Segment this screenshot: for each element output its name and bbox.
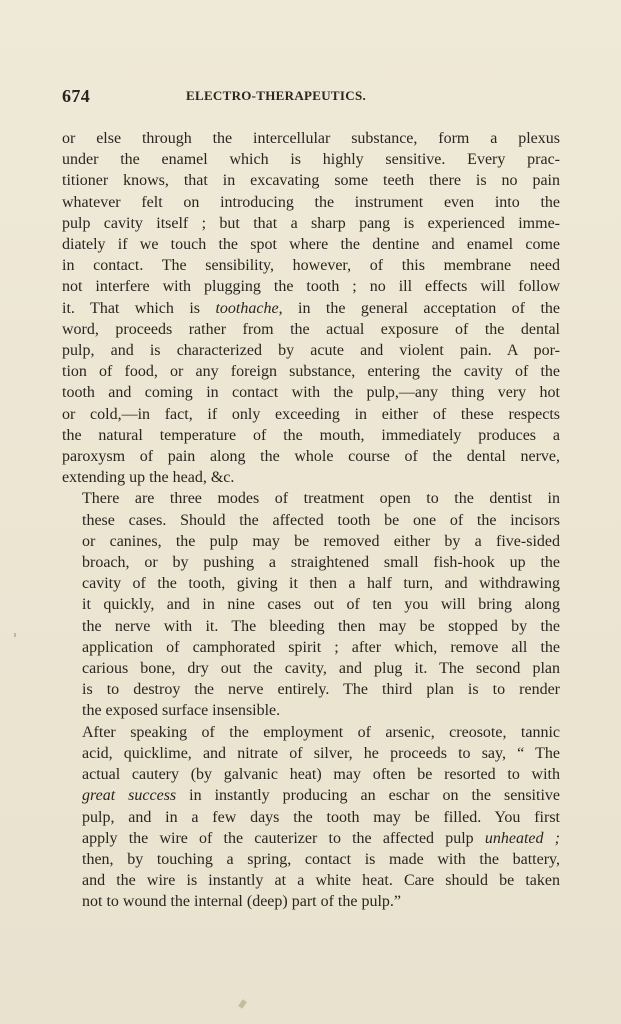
text-run: in instantly producing an eschar on the sensitive bbox=[176, 787, 560, 805]
running-title: ELECTRO-THERAPEUTICS. bbox=[186, 88, 367, 103]
text-line: under the enamel which is highly sensitive. Every prac- bbox=[62, 151, 560, 169]
margin-mark bbox=[14, 633, 16, 637]
text-line: paroxysm of pain along the whole course of the dental nerve, bbox=[62, 448, 560, 466]
text-line: broach, or by pushing a straightened small fish-hook up the bbox=[82, 554, 560, 572]
text-line: not to wound the internal (deep) part of the pulp.” bbox=[82, 893, 402, 911]
text-line: not interfere with plugging the tooth ; no ill effects will follow bbox=[62, 278, 560, 296]
page-number: 674 bbox=[62, 86, 91, 106]
italic-phrase: unheated ; bbox=[484, 829, 560, 847]
text-line: whatever felt on introducing the instrument even into the bbox=[62, 193, 560, 211]
text-line: pulp cavity itself ; but that a sharp pang is experienced imme- bbox=[62, 214, 560, 232]
text-run: , in the general acceptation of the bbox=[278, 299, 560, 317]
text-line: in contact. The sensibility, however, of this membrane need bbox=[62, 257, 560, 275]
paragraph-3 bbox=[62, 722, 560, 913]
italic-phrase: great success bbox=[82, 787, 177, 805]
text-line: the nerve with it. The bleeding then may be stopped by the bbox=[82, 617, 560, 635]
text-line: is to destroy the nerve entirely. The third plan is to render bbox=[82, 681, 560, 699]
text-run: it. That which is bbox=[62, 299, 216, 317]
paragraph-1 bbox=[62, 128, 560, 488]
text-line bbox=[62, 828, 560, 849]
text-line: it quickly, and in nine cases out of ten you will bring along bbox=[82, 596, 560, 614]
text-line: extending up the head, &c. bbox=[62, 469, 235, 487]
text-line: acid, quicklime, and nitrate of silver, he proceeds to say, “ The bbox=[82, 744, 560, 762]
text-line: cavity of the tooth, giving it then a half turn, and withdrawing bbox=[82, 575, 560, 593]
text-line: the exposed surface insensible. bbox=[82, 702, 281, 720]
paragraph-2 bbox=[62, 488, 560, 721]
text-line bbox=[62, 298, 560, 319]
text-line: There are three modes of treatment open to the dentist in bbox=[82, 490, 560, 508]
text-line: and the wire is instantly at a white heat. Care should be taken bbox=[82, 872, 560, 890]
text-line: tion of food, or any foreign substance, entering the cavity of the bbox=[62, 363, 560, 381]
text-run: apply the wire of the cauterizer to the affected pulp bbox=[82, 829, 485, 847]
text-line: pulp, and is characterized by acute and violent pain. A por- bbox=[62, 342, 560, 360]
text-line: pulp, and in a few days the tooth may be filled. You first bbox=[82, 808, 560, 826]
text-line: or cold,—in fact, if only exceeding in either of these respects bbox=[62, 405, 560, 423]
text-line: word, proceeds rather from the actual exposure of the dental bbox=[62, 320, 560, 338]
running-header bbox=[62, 86, 560, 110]
text-line: these cases. Should the affected tooth be one of the incisors bbox=[82, 511, 560, 529]
text-line: titioner knows, that in excavating some teeth there is no pain bbox=[62, 172, 560, 190]
body-text bbox=[62, 128, 560, 913]
page-blemish bbox=[238, 999, 247, 1008]
text-line: diately if we touch the spot where the dentine and enamel come bbox=[62, 236, 560, 254]
text-line: or else through the intercellular substance, form a plexus bbox=[62, 130, 560, 147]
text-line: carious bone, dry out the cavity, and plug it. The second plan bbox=[82, 660, 560, 678]
text-line: actual cautery (by galvanic heat) may often be resorted to with bbox=[82, 766, 560, 784]
italic-term: toothache bbox=[215, 299, 279, 317]
text-line: or canines, the pulp may be removed either by a five-sided bbox=[82, 532, 560, 550]
text-line bbox=[62, 785, 560, 806]
text-line: application of camphorated spirit ; after which, remove all the bbox=[82, 638, 560, 656]
text-line: then, by touching a spring, contact is made with the battery, bbox=[82, 850, 560, 868]
text-line: tooth and coming in contact with the pulp,—any thing very hot bbox=[62, 384, 560, 402]
text-line: After speaking of the employment of arsenic, creosote, tannic bbox=[82, 723, 560, 741]
text-line: the natural temperature of the mouth, immediately produces a bbox=[62, 426, 560, 444]
